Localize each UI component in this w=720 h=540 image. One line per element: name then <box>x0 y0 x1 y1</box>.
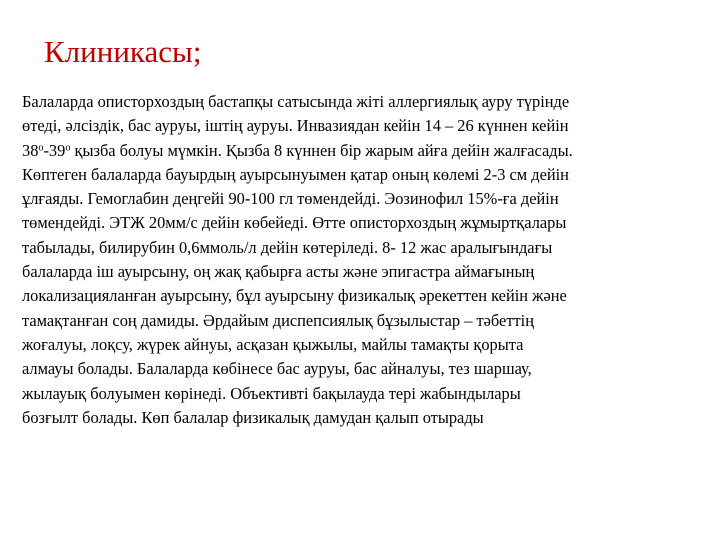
body-line: жылауық болуымен көрінеді. Объективті бақылауда тері жабындылары <box>22 383 521 403</box>
body-line: тамақтанған соң дамиды. Әрдайым диспепсиялық бұзылыстар – тәбеттің <box>22 310 534 330</box>
body-line: Көптеген балаларда бауырдың ауырсынуымен қатар оның көлемі 2-3 см дейін <box>22 164 569 184</box>
slide-title: Клиникасы; <box>44 34 202 69</box>
body-line: алмауы болады. Балаларда көбінесе бас ауруы, бас айналуы, тез шаршау, <box>22 359 532 379</box>
body-line: жоғалуы, лоқсу, жүрек айнуы, асқазан қыжылы, майлы тамақты қорыта <box>22 334 524 354</box>
body-line: Балаларда описторхоздың бастапқы сатысында жіті аллергиялық ауру түрінде <box>22 92 570 111</box>
body-line: локализацияланған ауырсыну, бұл ауырсыну физикалық әрекеттен кейін және <box>22 286 567 306</box>
body-line: ұлғаяды. Гемоглабин деңгейі 90-100 гл төмендейді. Эозинофил 15%-ға дейін <box>22 189 559 209</box>
body-line: балаларда іш ауырсыну, оң жақ қабырға асты және эпигастра аймағының <box>22 262 535 282</box>
slide-body-text <box>22 90 712 430</box>
body-line: өтеді, әлсіздік, бас ауруы, іштің ауруы. Инвазиядан кейін 14 – 26 күннен кейін <box>22 116 569 136</box>
body-line: табылады, билирубин 0,6ммоль/л дейін көтеріледі. 8- 12 жас аралығындағы <box>22 237 553 257</box>
body-line: бозғылт болады. Көп балалар физикалық дамудан қалып отырады <box>22 407 484 427</box>
body-line: төмендейді. ЭТЖ 20мм/с дейін көбейеді. Өтте описторхоздың жұмыртқалары <box>22 213 567 233</box>
body-line: $38^о-39^о$ қызба болуы мүмкін. Қызба 8 күннен бір жарым айға дейін жалғасады. <box>22 140 573 160</box>
